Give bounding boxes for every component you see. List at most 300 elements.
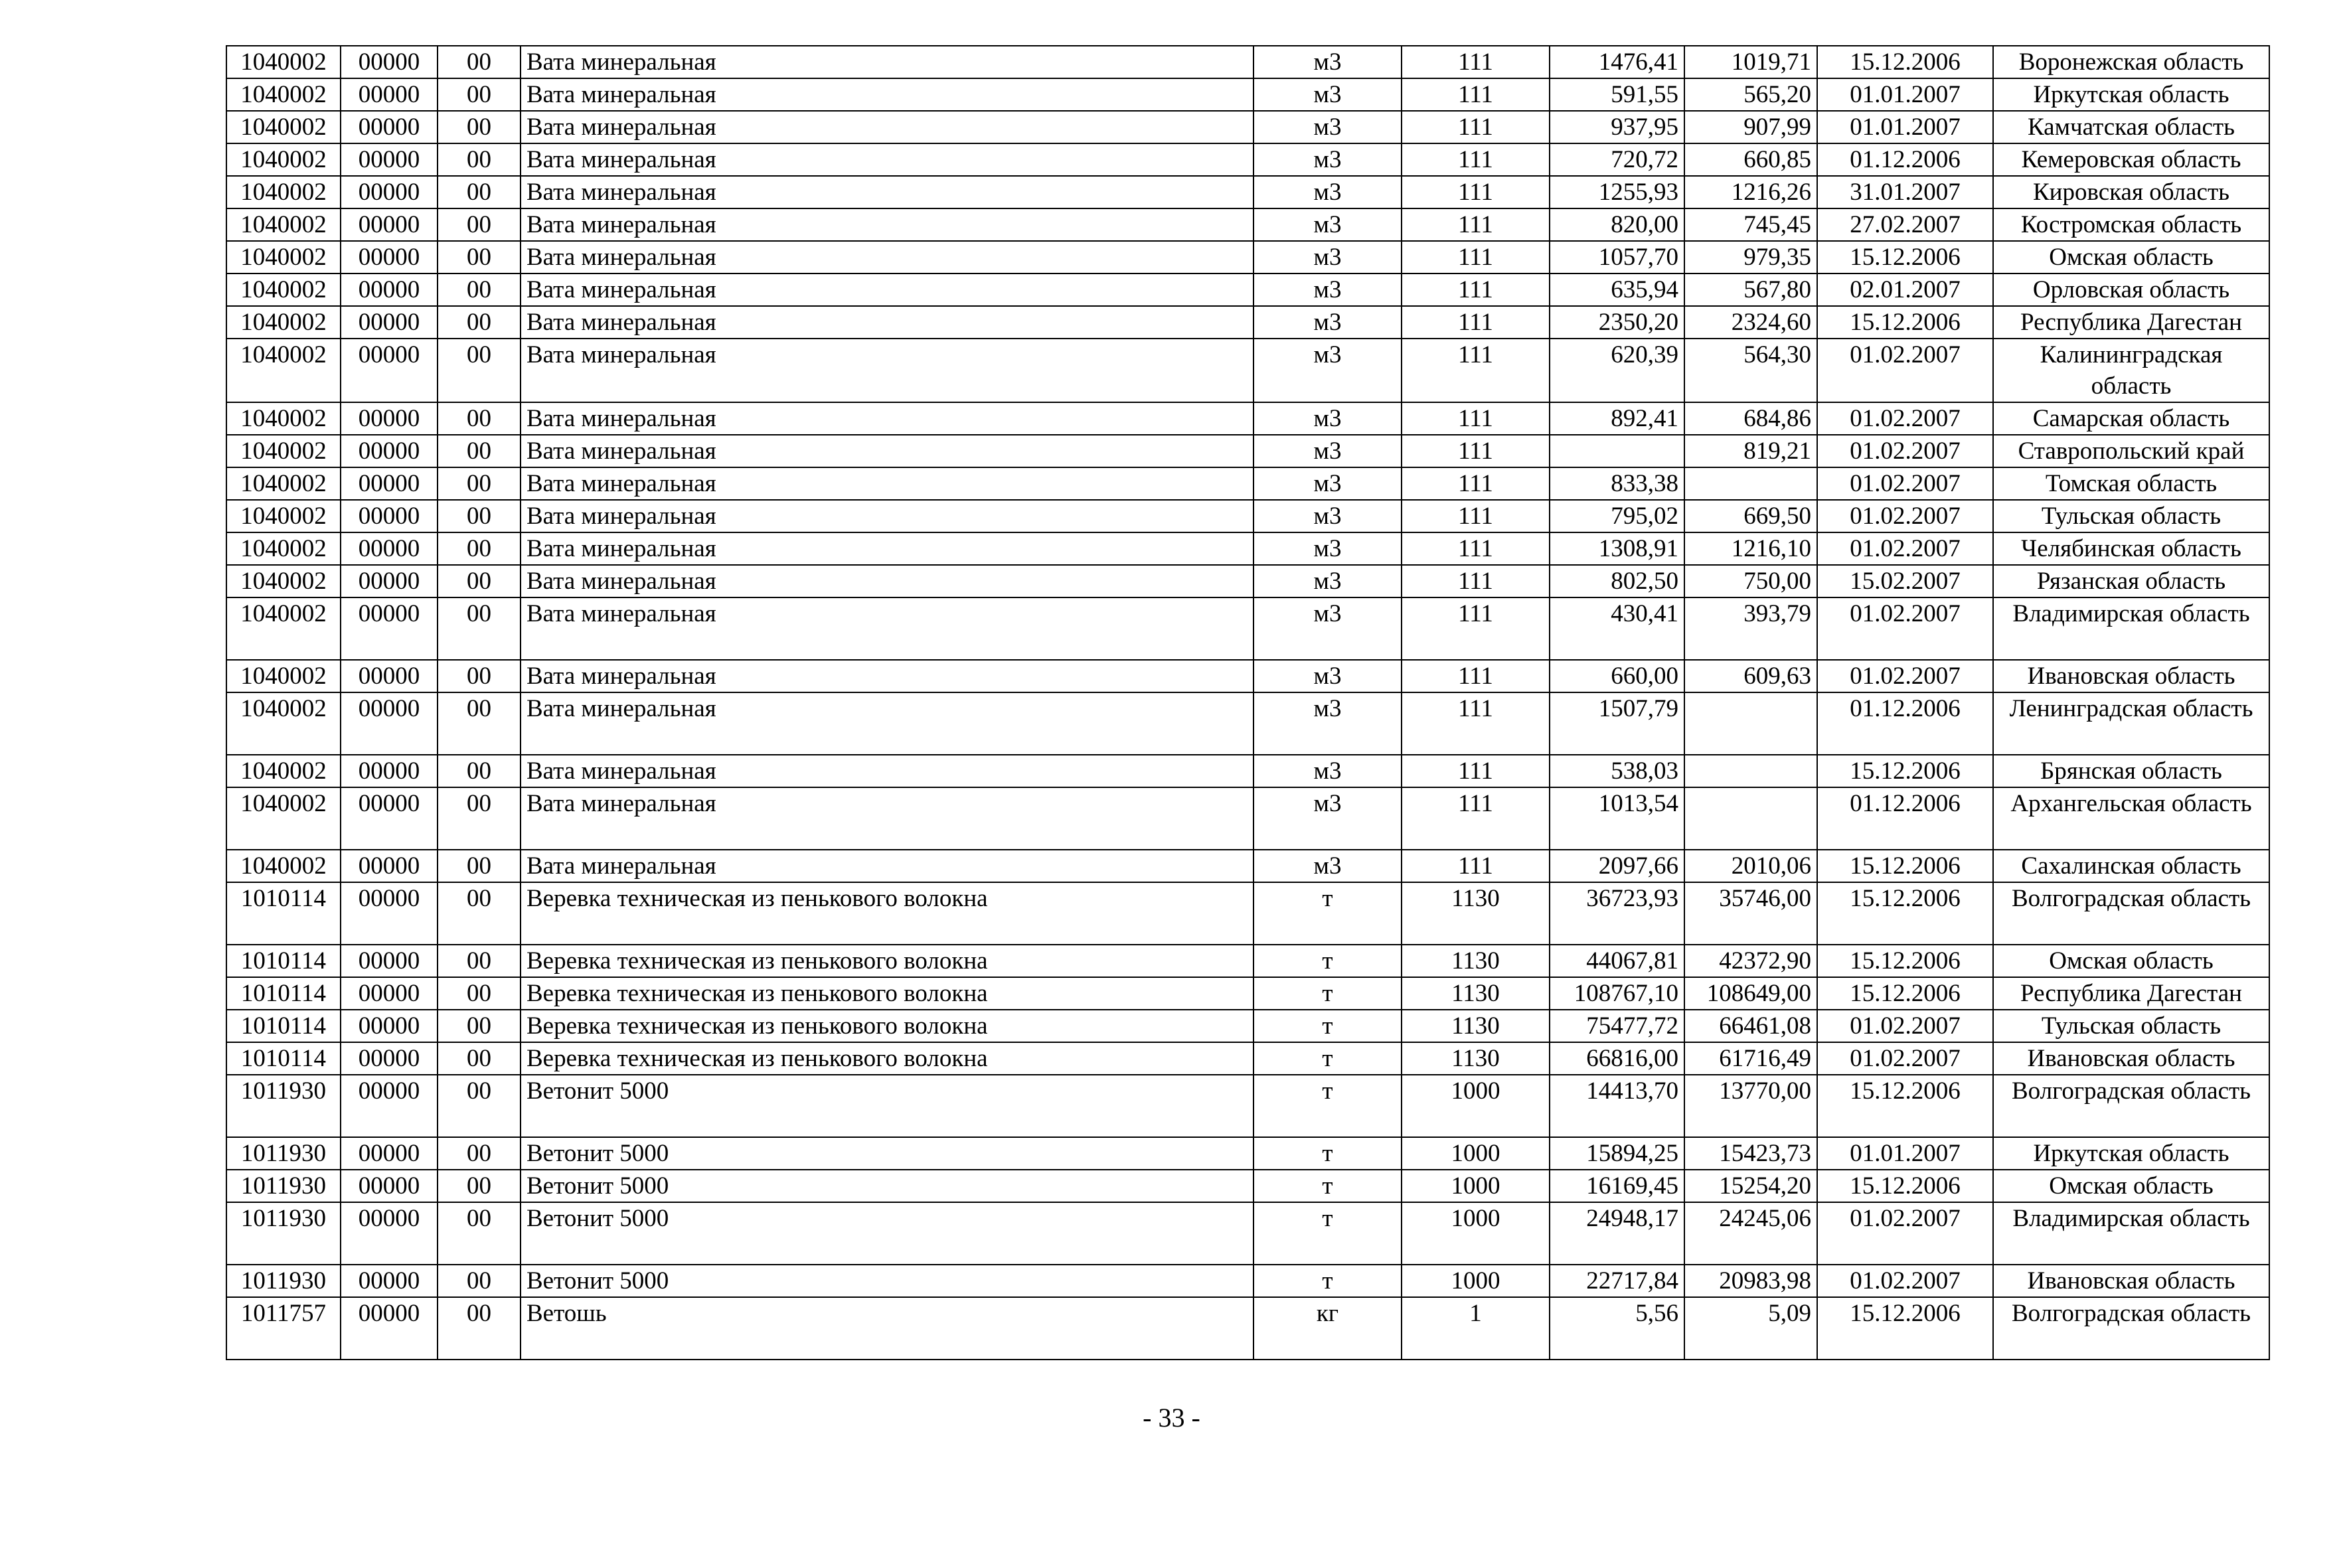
table-row xyxy=(226,111,2269,143)
subcode-cell: 00000 xyxy=(341,882,438,945)
price-with-vat-cell: 538,03 xyxy=(1550,755,1684,787)
price-with-vat-cell: 802,50 xyxy=(1550,565,1684,597)
class-code-cell: 00 xyxy=(438,339,521,402)
class-code-cell: 00 xyxy=(438,208,521,241)
date-cell: 01.02.2007 xyxy=(1817,1265,1993,1297)
unit-cell: т xyxy=(1253,1042,1402,1075)
price-with-vat-cell xyxy=(1550,435,1684,467)
region-cell: Калининградская область xyxy=(1993,339,2269,402)
unit-cell: м3 xyxy=(1253,402,1402,435)
region-cell: Иркутская область xyxy=(1993,78,2269,111)
table-row xyxy=(226,1202,2269,1265)
class-code-cell: 00 xyxy=(438,306,521,339)
subcode-cell: 00000 xyxy=(341,111,438,143)
product-name-cell: Веревка техническая из пенькового волокна xyxy=(521,977,1253,1010)
unit-cell: т xyxy=(1253,1010,1402,1042)
product-name-cell: Вата минеральная xyxy=(521,78,1253,111)
product-name-cell: Вата минеральная xyxy=(521,435,1253,467)
region-cell: Ивановская область xyxy=(1993,1042,2269,1075)
table-row xyxy=(226,882,2269,945)
subcode-cell: 00000 xyxy=(341,1297,438,1360)
price-without-vat-cell xyxy=(1684,467,1817,500)
date-cell: 15.12.2006 xyxy=(1817,241,1993,274)
table-row xyxy=(226,692,2269,755)
price-without-vat-cell: 979,35 xyxy=(1684,241,1817,274)
price-without-vat-cell: 1216,26 xyxy=(1684,176,1817,208)
price-with-vat-cell: 22717,84 xyxy=(1550,1265,1684,1297)
okei-code-cell: 111 xyxy=(1402,500,1550,532)
product-name-cell: Вата минеральная xyxy=(521,208,1253,241)
unit-cell: т xyxy=(1253,882,1402,945)
date-cell: 02.01.2007 xyxy=(1817,274,1993,306)
price-without-vat-cell: 669,50 xyxy=(1684,500,1817,532)
date-cell: 15.12.2006 xyxy=(1817,1075,1993,1137)
product-code-cell: 1040002 xyxy=(226,306,341,339)
price-without-vat-cell: 2010,06 xyxy=(1684,850,1817,882)
product-code-cell: 1010114 xyxy=(226,977,341,1010)
price-without-vat-cell: 61716,49 xyxy=(1684,1042,1817,1075)
price-with-vat-cell: 24948,17 xyxy=(1550,1202,1684,1265)
date-cell: 01.02.2007 xyxy=(1817,435,1993,467)
unit-cell: м3 xyxy=(1253,850,1402,882)
product-code-cell: 1040002 xyxy=(226,176,341,208)
okei-code-cell: 111 xyxy=(1402,111,1550,143)
class-code-cell: 00 xyxy=(438,467,521,500)
region-cell: Омская область xyxy=(1993,241,2269,274)
price-without-vat-cell xyxy=(1684,692,1817,755)
okei-code-cell: 1130 xyxy=(1402,882,1550,945)
region-cell: Томская область xyxy=(1993,467,2269,500)
subcode-cell: 00000 xyxy=(341,692,438,755)
table-row xyxy=(226,402,2269,435)
unit-cell: кг xyxy=(1253,1297,1402,1360)
class-code-cell: 00 xyxy=(438,787,521,850)
product-code-cell: 1040002 xyxy=(226,565,341,597)
table-row xyxy=(226,660,2269,692)
table-row xyxy=(226,1042,2269,1075)
region-cell: Тульская область xyxy=(1993,1010,2269,1042)
price-with-vat-cell: 833,38 xyxy=(1550,467,1684,500)
price-without-vat-cell: 42372,90 xyxy=(1684,945,1817,977)
product-code-cell: 1040002 xyxy=(226,660,341,692)
subcode-cell: 00000 xyxy=(341,1137,438,1170)
product-code-cell: 1040002 xyxy=(226,692,341,755)
price-with-vat-cell: 2350,20 xyxy=(1550,306,1684,339)
product-code-cell: 1040002 xyxy=(226,339,341,402)
product-name-cell: Вата минеральная xyxy=(521,565,1253,597)
product-code-cell: 1040002 xyxy=(226,532,341,565)
price-with-vat-cell: 1308,91 xyxy=(1550,532,1684,565)
price-without-vat-cell: 567,80 xyxy=(1684,274,1817,306)
product-name-cell: Вата минеральная xyxy=(521,176,1253,208)
product-code-cell: 1040002 xyxy=(226,78,341,111)
product-code-cell: 1010114 xyxy=(226,1010,341,1042)
unit-cell: м3 xyxy=(1253,500,1402,532)
product-name-cell: Веревка техническая из пенькового волокна xyxy=(521,882,1253,945)
price-with-vat-cell: 14413,70 xyxy=(1550,1075,1684,1137)
class-code-cell: 00 xyxy=(438,1042,521,1075)
price-without-vat-cell: 2324,60 xyxy=(1684,306,1817,339)
table-row xyxy=(226,500,2269,532)
unit-cell: м3 xyxy=(1253,46,1402,78)
table-row xyxy=(226,176,2269,208)
table-row xyxy=(226,1297,2269,1360)
class-code-cell: 00 xyxy=(438,692,521,755)
price-without-vat-cell: 819,21 xyxy=(1684,435,1817,467)
okei-code-cell: 111 xyxy=(1402,565,1550,597)
date-cell: 01.02.2007 xyxy=(1817,467,1993,500)
price-with-vat-cell: 1507,79 xyxy=(1550,692,1684,755)
product-name-cell: Вата минеральная xyxy=(521,241,1253,274)
table-row xyxy=(226,597,2269,660)
product-code-cell: 1010114 xyxy=(226,1042,341,1075)
class-code-cell: 00 xyxy=(438,532,521,565)
table-row xyxy=(226,467,2269,500)
table-row xyxy=(226,1137,2269,1170)
class-code-cell: 00 xyxy=(438,46,521,78)
region-cell: Волгоградская область xyxy=(1993,882,2269,945)
date-cell: 01.02.2007 xyxy=(1817,1202,1993,1265)
product-code-cell: 1040002 xyxy=(226,111,341,143)
region-cell: Челябинская область xyxy=(1993,532,2269,565)
product-code-cell: 1011930 xyxy=(226,1170,341,1202)
product-name-cell: Вата минеральная xyxy=(521,660,1253,692)
unit-cell: м3 xyxy=(1253,565,1402,597)
table-row xyxy=(226,787,2269,850)
subcode-cell: 00000 xyxy=(341,1010,438,1042)
price-with-vat-cell: 1057,70 xyxy=(1550,241,1684,274)
price-without-vat-cell: 20983,98 xyxy=(1684,1265,1817,1297)
region-cell: Республика Дагестан xyxy=(1993,977,2269,1010)
date-cell: 01.12.2006 xyxy=(1817,143,1993,176)
price-without-vat-cell: 393,79 xyxy=(1684,597,1817,660)
region-cell: Костромская область xyxy=(1993,208,2269,241)
okei-code-cell: 1 xyxy=(1402,1297,1550,1360)
class-code-cell: 00 xyxy=(438,402,521,435)
okei-code-cell: 111 xyxy=(1402,435,1550,467)
table-row xyxy=(226,78,2269,111)
subcode-cell: 00000 xyxy=(341,274,438,306)
subcode-cell: 00000 xyxy=(341,850,438,882)
okei-code-cell: 1130 xyxy=(1402,945,1550,977)
okei-code-cell: 111 xyxy=(1402,78,1550,111)
product-code-cell: 1040002 xyxy=(226,597,341,660)
date-cell: 15.12.2006 xyxy=(1817,977,1993,1010)
table-row xyxy=(226,241,2269,274)
region-cell: Волгоградская область xyxy=(1993,1297,2269,1360)
class-code-cell: 00 xyxy=(438,143,521,176)
subcode-cell: 00000 xyxy=(341,565,438,597)
table-row xyxy=(226,1170,2269,1202)
product-code-cell: 1040002 xyxy=(226,143,341,176)
subcode-cell: 00000 xyxy=(341,208,438,241)
product-code-cell: 1040002 xyxy=(226,208,341,241)
table-row xyxy=(226,1265,2269,1297)
product-name-cell: Вата минеральная xyxy=(521,111,1253,143)
product-code-cell: 1010114 xyxy=(226,945,341,977)
table-row xyxy=(226,1075,2269,1137)
unit-cell: м3 xyxy=(1253,176,1402,208)
unit-cell: т xyxy=(1253,1265,1402,1297)
price-without-vat-cell: 5,09 xyxy=(1684,1297,1817,1360)
class-code-cell: 00 xyxy=(438,977,521,1010)
date-cell: 15.12.2006 xyxy=(1817,850,1993,882)
class-code-cell: 00 xyxy=(438,241,521,274)
class-code-cell: 00 xyxy=(438,1202,521,1265)
class-code-cell: 00 xyxy=(438,500,521,532)
unit-cell: м3 xyxy=(1253,755,1402,787)
product-code-cell: 1011930 xyxy=(226,1202,341,1265)
okei-code-cell: 111 xyxy=(1402,755,1550,787)
okei-code-cell: 111 xyxy=(1402,143,1550,176)
unit-cell: м3 xyxy=(1253,467,1402,500)
date-cell: 15.12.2006 xyxy=(1817,882,1993,945)
subcode-cell: 00000 xyxy=(341,787,438,850)
class-code-cell: 00 xyxy=(438,1137,521,1170)
table-row xyxy=(226,208,2269,241)
price-without-vat-cell: 1216,10 xyxy=(1684,532,1817,565)
date-cell: 01.02.2007 xyxy=(1817,597,1993,660)
price-without-vat-cell: 1019,71 xyxy=(1684,46,1817,78)
date-cell: 15.12.2006 xyxy=(1817,755,1993,787)
product-code-cell: 1010114 xyxy=(226,882,341,945)
date-cell: 31.01.2007 xyxy=(1817,176,1993,208)
date-cell: 01.02.2007 xyxy=(1817,1010,1993,1042)
product-name-cell: Вата минеральная xyxy=(521,532,1253,565)
price-with-vat-cell: 720,72 xyxy=(1550,143,1684,176)
price-with-vat-cell: 44067,81 xyxy=(1550,945,1684,977)
okei-code-cell: 1130 xyxy=(1402,977,1550,1010)
unit-cell: м3 xyxy=(1253,339,1402,402)
product-code-cell: 1011930 xyxy=(226,1075,341,1137)
price-with-vat-cell: 820,00 xyxy=(1550,208,1684,241)
okei-code-cell: 111 xyxy=(1402,339,1550,402)
date-cell: 01.12.2006 xyxy=(1817,787,1993,850)
table-row xyxy=(226,945,2269,977)
price-with-vat-cell: 1013,54 xyxy=(1550,787,1684,850)
unit-cell: м3 xyxy=(1253,532,1402,565)
price-with-vat-cell: 16169,45 xyxy=(1550,1170,1684,1202)
okei-code-cell: 1130 xyxy=(1402,1042,1550,1075)
price-with-vat-cell: 660,00 xyxy=(1550,660,1684,692)
class-code-cell: 00 xyxy=(438,882,521,945)
class-code-cell: 00 xyxy=(438,597,521,660)
subcode-cell: 00000 xyxy=(341,1265,438,1297)
subcode-cell: 00000 xyxy=(341,1075,438,1137)
subcode-cell: 00000 xyxy=(341,241,438,274)
product-name-cell: Ветонит 5000 xyxy=(521,1170,1253,1202)
price-without-vat-cell: 15254,20 xyxy=(1684,1170,1817,1202)
unit-cell: т xyxy=(1253,977,1402,1010)
okei-code-cell: 111 xyxy=(1402,532,1550,565)
unit-cell: т xyxy=(1253,945,1402,977)
class-code-cell: 00 xyxy=(438,176,521,208)
product-name-cell: Вата минеральная xyxy=(521,274,1253,306)
price-with-vat-cell: 635,94 xyxy=(1550,274,1684,306)
product-name-cell: Вата минеральная xyxy=(521,755,1253,787)
okei-code-cell: 111 xyxy=(1402,208,1550,241)
date-cell: 01.02.2007 xyxy=(1817,339,1993,402)
unit-cell: м3 xyxy=(1253,306,1402,339)
product-name-cell: Ветонит 5000 xyxy=(521,1265,1253,1297)
price-without-vat-cell xyxy=(1684,787,1817,850)
product-code-cell: 1040002 xyxy=(226,755,341,787)
region-cell: Ивановская область xyxy=(1993,660,2269,692)
product-name-cell: Вата минеральная xyxy=(521,402,1253,435)
unit-cell: м3 xyxy=(1253,274,1402,306)
class-code-cell: 00 xyxy=(438,78,521,111)
price-without-vat-cell: 564,30 xyxy=(1684,339,1817,402)
unit-cell: м3 xyxy=(1253,208,1402,241)
product-code-cell: 1040002 xyxy=(226,467,341,500)
product-name-cell: Веревка техническая из пенькового волокна xyxy=(521,1042,1253,1075)
date-cell: 15.12.2006 xyxy=(1817,46,1993,78)
product-code-cell: 1011930 xyxy=(226,1265,341,1297)
date-cell: 01.02.2007 xyxy=(1817,660,1993,692)
unit-cell: т xyxy=(1253,1202,1402,1265)
price-without-vat-cell: 907,99 xyxy=(1684,111,1817,143)
class-code-cell: 00 xyxy=(438,435,521,467)
class-code-cell: 00 xyxy=(438,1075,521,1137)
unit-cell: т xyxy=(1253,1170,1402,1202)
price-without-vat-cell: 565,20 xyxy=(1684,78,1817,111)
product-code-cell: 1040002 xyxy=(226,787,341,850)
price-without-vat-cell: 750,00 xyxy=(1684,565,1817,597)
product-name-cell: Вата минеральная xyxy=(521,467,1253,500)
subcode-cell: 00000 xyxy=(341,755,438,787)
price-without-vat-cell: 609,63 xyxy=(1684,660,1817,692)
okei-code-cell: 1000 xyxy=(1402,1202,1550,1265)
region-cell: Владимирская область xyxy=(1993,597,2269,660)
table-row xyxy=(226,532,2269,565)
okei-code-cell: 1000 xyxy=(1402,1170,1550,1202)
product-code-cell: 1040002 xyxy=(226,850,341,882)
price-without-vat-cell: 660,85 xyxy=(1684,143,1817,176)
table-row xyxy=(226,755,2269,787)
price-without-vat-cell: 684,86 xyxy=(1684,402,1817,435)
subcode-cell: 00000 xyxy=(341,467,438,500)
product-code-cell: 1040002 xyxy=(226,46,341,78)
product-code-cell: 1040002 xyxy=(226,435,341,467)
region-cell: Ставропольский край xyxy=(1993,435,2269,467)
table-row xyxy=(226,977,2269,1010)
product-name-cell: Вата минеральная xyxy=(521,692,1253,755)
price-without-vat-cell: 35746,00 xyxy=(1684,882,1817,945)
class-code-cell: 00 xyxy=(438,1010,521,1042)
price-without-vat-cell: 24245,06 xyxy=(1684,1202,1817,1265)
date-cell: 15.12.2006 xyxy=(1817,1297,1993,1360)
class-code-cell: 00 xyxy=(438,1170,521,1202)
price-without-vat-cell xyxy=(1684,755,1817,787)
okei-code-cell: 111 xyxy=(1402,306,1550,339)
table-row xyxy=(226,143,2269,176)
unit-cell: т xyxy=(1253,1075,1402,1137)
class-code-cell: 00 xyxy=(438,1265,521,1297)
date-cell: 01.01.2007 xyxy=(1817,78,1993,111)
region-cell: Республика Дагестан xyxy=(1993,306,2269,339)
product-name-cell: Ветонит 5000 xyxy=(521,1202,1253,1265)
product-code-cell: 1011757 xyxy=(226,1297,341,1360)
okei-code-cell: 111 xyxy=(1402,597,1550,660)
subcode-cell: 00000 xyxy=(341,1202,438,1265)
date-cell: 15.12.2006 xyxy=(1817,306,1993,339)
table-row xyxy=(226,850,2269,882)
price-with-vat-cell: 75477,72 xyxy=(1550,1010,1684,1042)
price-with-vat-cell: 36723,93 xyxy=(1550,882,1684,945)
class-code-cell: 00 xyxy=(438,755,521,787)
class-code-cell: 00 xyxy=(438,660,521,692)
unit-cell: м3 xyxy=(1253,692,1402,755)
product-name-cell: Ветонит 5000 xyxy=(521,1075,1253,1137)
product-code-cell: 1040002 xyxy=(226,402,341,435)
region-cell: Волгоградская область xyxy=(1993,1075,2269,1137)
product-name-cell: Веревка техническая из пенькового волокна xyxy=(521,1010,1253,1042)
region-cell: Брянская область xyxy=(1993,755,2269,787)
unit-cell: м3 xyxy=(1253,787,1402,850)
subcode-cell: 00000 xyxy=(341,945,438,977)
date-cell: 01.02.2007 xyxy=(1817,1042,1993,1075)
product-code-cell: 1040002 xyxy=(226,274,341,306)
okei-code-cell: 111 xyxy=(1402,274,1550,306)
class-code-cell: 00 xyxy=(438,274,521,306)
unit-cell: м3 xyxy=(1253,435,1402,467)
region-cell: Ленинградская область xyxy=(1993,692,2269,755)
price-with-vat-cell: 892,41 xyxy=(1550,402,1684,435)
region-cell: Кировская область xyxy=(1993,176,2269,208)
price-without-vat-cell: 745,45 xyxy=(1684,208,1817,241)
date-cell: 01.01.2007 xyxy=(1817,1137,1993,1170)
subcode-cell: 00000 xyxy=(341,46,438,78)
price-with-vat-cell: 591,55 xyxy=(1550,78,1684,111)
price-without-vat-cell: 13770,00 xyxy=(1684,1075,1817,1137)
region-cell: Омская область xyxy=(1993,945,2269,977)
subcode-cell: 00000 xyxy=(341,660,438,692)
class-code-cell: 00 xyxy=(438,945,521,977)
region-cell: Сахалинская область xyxy=(1993,850,2269,882)
okei-code-cell: 111 xyxy=(1402,850,1550,882)
unit-cell: м3 xyxy=(1253,78,1402,111)
product-code-cell: 1011930 xyxy=(226,1137,341,1170)
unit-cell: м3 xyxy=(1253,111,1402,143)
price-with-vat-cell: 430,41 xyxy=(1550,597,1684,660)
product-code-cell: 1040002 xyxy=(226,241,341,274)
date-cell: 15.12.2006 xyxy=(1817,945,1993,977)
class-code-cell: 00 xyxy=(438,850,521,882)
region-cell: Владимирская область xyxy=(1993,1202,2269,1265)
okei-code-cell: 1000 xyxy=(1402,1265,1550,1297)
price-with-vat-cell: 795,02 xyxy=(1550,500,1684,532)
region-cell: Самарская область xyxy=(1993,402,2269,435)
table-row xyxy=(226,435,2269,467)
product-code-cell: 1040002 xyxy=(226,500,341,532)
price-without-vat-cell: 15423,73 xyxy=(1684,1137,1817,1170)
price-with-vat-cell: 66816,00 xyxy=(1550,1042,1684,1075)
okei-code-cell: 111 xyxy=(1402,692,1550,755)
okei-code-cell: 111 xyxy=(1402,787,1550,850)
price-with-vat-cell: 108767,10 xyxy=(1550,977,1684,1010)
product-name-cell: Вата минеральная xyxy=(521,306,1253,339)
class-code-cell: 00 xyxy=(438,565,521,597)
product-name-cell: Вата минеральная xyxy=(521,500,1253,532)
date-cell: 01.02.2007 xyxy=(1817,532,1993,565)
product-name-cell: Вата минеральная xyxy=(521,46,1253,78)
unit-cell: м3 xyxy=(1253,660,1402,692)
subcode-cell: 00000 xyxy=(341,435,438,467)
date-cell: 15.12.2006 xyxy=(1817,1170,1993,1202)
unit-cell: м3 xyxy=(1253,597,1402,660)
price-with-vat-cell: 937,95 xyxy=(1550,111,1684,143)
subcode-cell: 00000 xyxy=(341,339,438,402)
